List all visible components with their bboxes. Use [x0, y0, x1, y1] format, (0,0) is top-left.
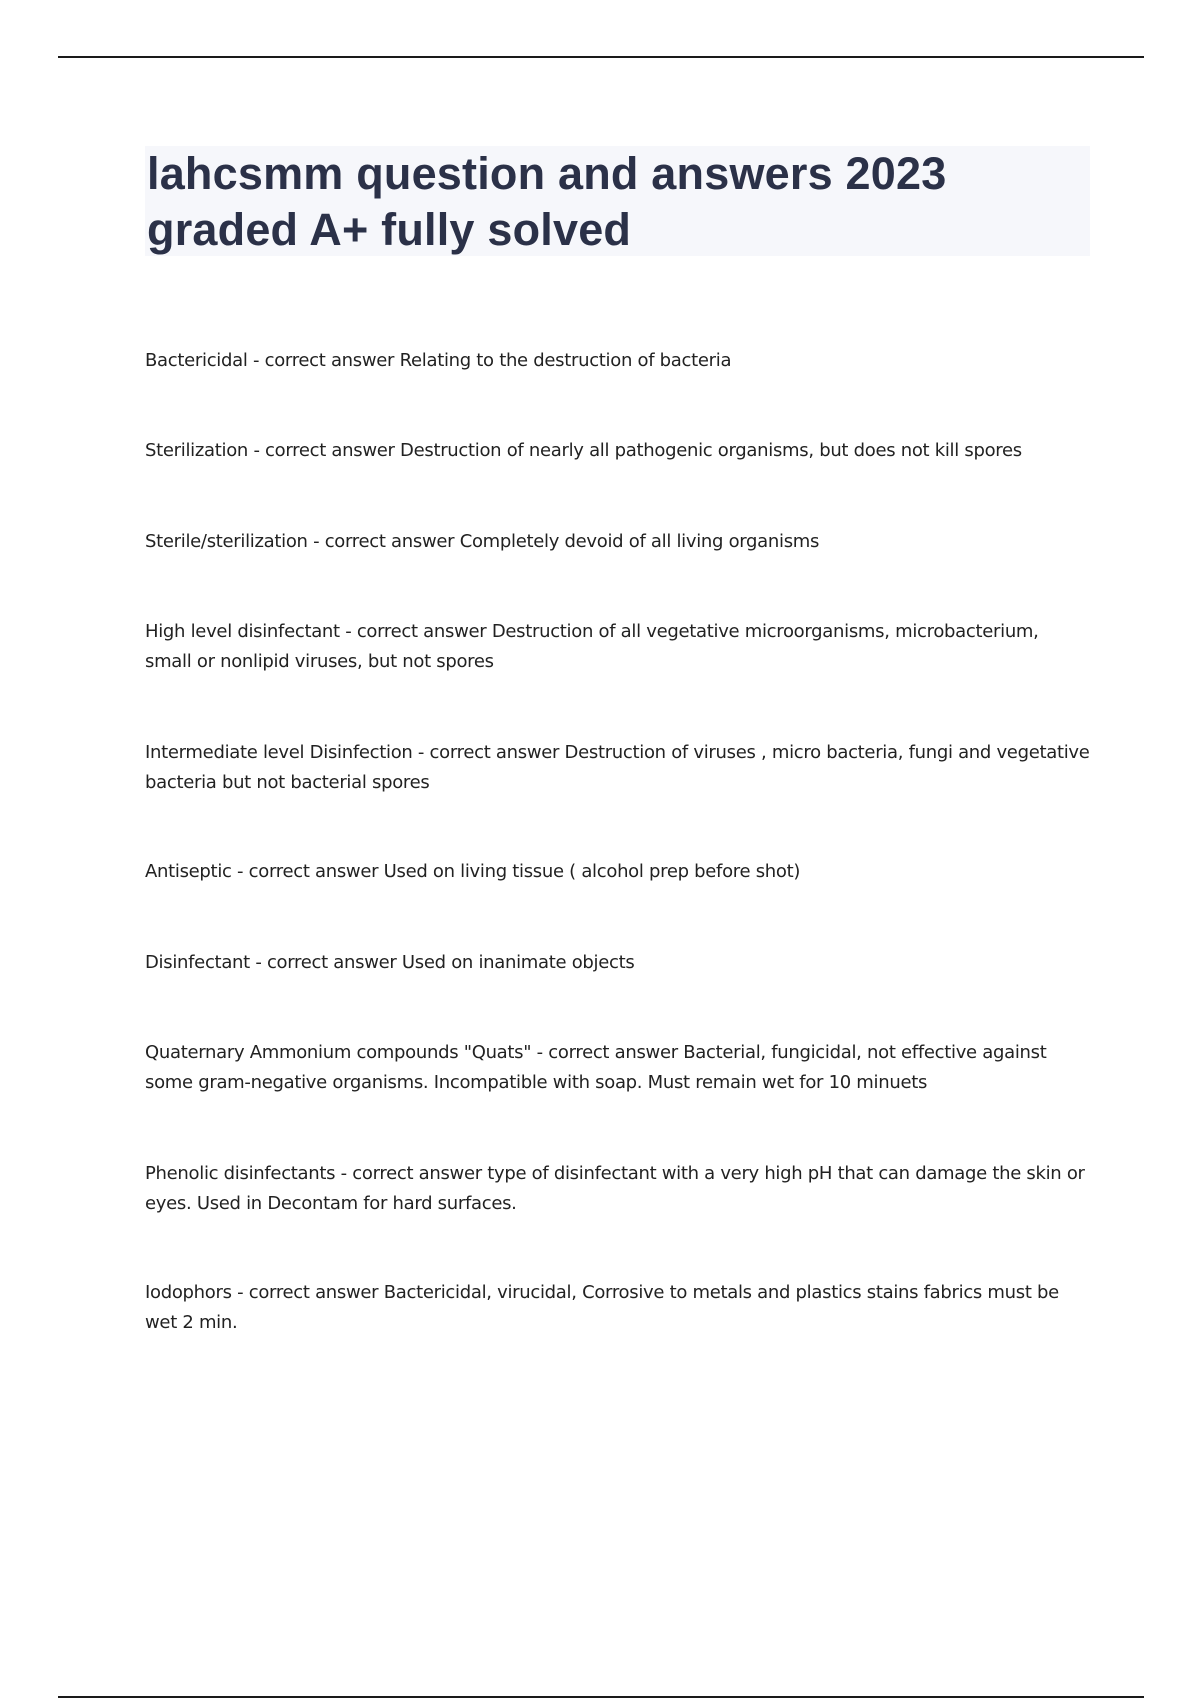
qa-item-bactericidal: Bactericidal - correct answer Relating to the destruction of bacteria	[145, 350, 732, 371]
qa-item-sterilization: Sterilization - correct answer Destruction of nearly all pathogenic organisms, but does not kill spores	[145, 440, 1022, 461]
qa-item-high-level-disinfectant: High level disinfectant - correct answer Destruction of all vegetative microorganisms, microbacterium, small or nonlipid viruses, but not spores	[145, 621, 1039, 672]
qa-item-quats: Quaternary Ammonium compounds "Quats" - correct answer Bacterial, fungicidal, not effective against some gram-negative organisms. Incompatible with soap. Must remain wet for 10 minuets	[145, 1042, 1047, 1093]
qa-item-antiseptic: Antiseptic - correct answer Used on living tissue ( alcohol prep before shot)	[145, 861, 801, 882]
qa-item-sterile: Sterile/sterilization - correct answer Completely devoid of all living organisms	[145, 531, 820, 552]
top-rule	[58, 56, 1144, 58]
qa-item-intermediate-level-disinfection: Intermediate level Disinfection - correct answer Destruction of viruses , micro bacteria, fungi and vegetative bacteria but not bacterial spores	[145, 742, 1090, 793]
qa-item-iodophors: Iodophors - correct answer Bactericidal, virucidal, Corrosive to metals and plastics stains fabrics must be wet 2 min.	[145, 1282, 1059, 1333]
qa-item-disinfectant: Disinfectant - correct answer Used on inanimate objects	[145, 952, 635, 973]
bottom-rule	[58, 1696, 1144, 1698]
document-title: lahcsmm question and answers 2023 graded A+ fully solved	[147, 148, 947, 255]
title-block	[145, 146, 1090, 256]
qa-item-phenolic: Phenolic disinfectants - correct answer type of disinfectant with a very high pH that can damage the skin or eyes. Used in Decontam for hard surfaces.	[145, 1163, 1085, 1214]
